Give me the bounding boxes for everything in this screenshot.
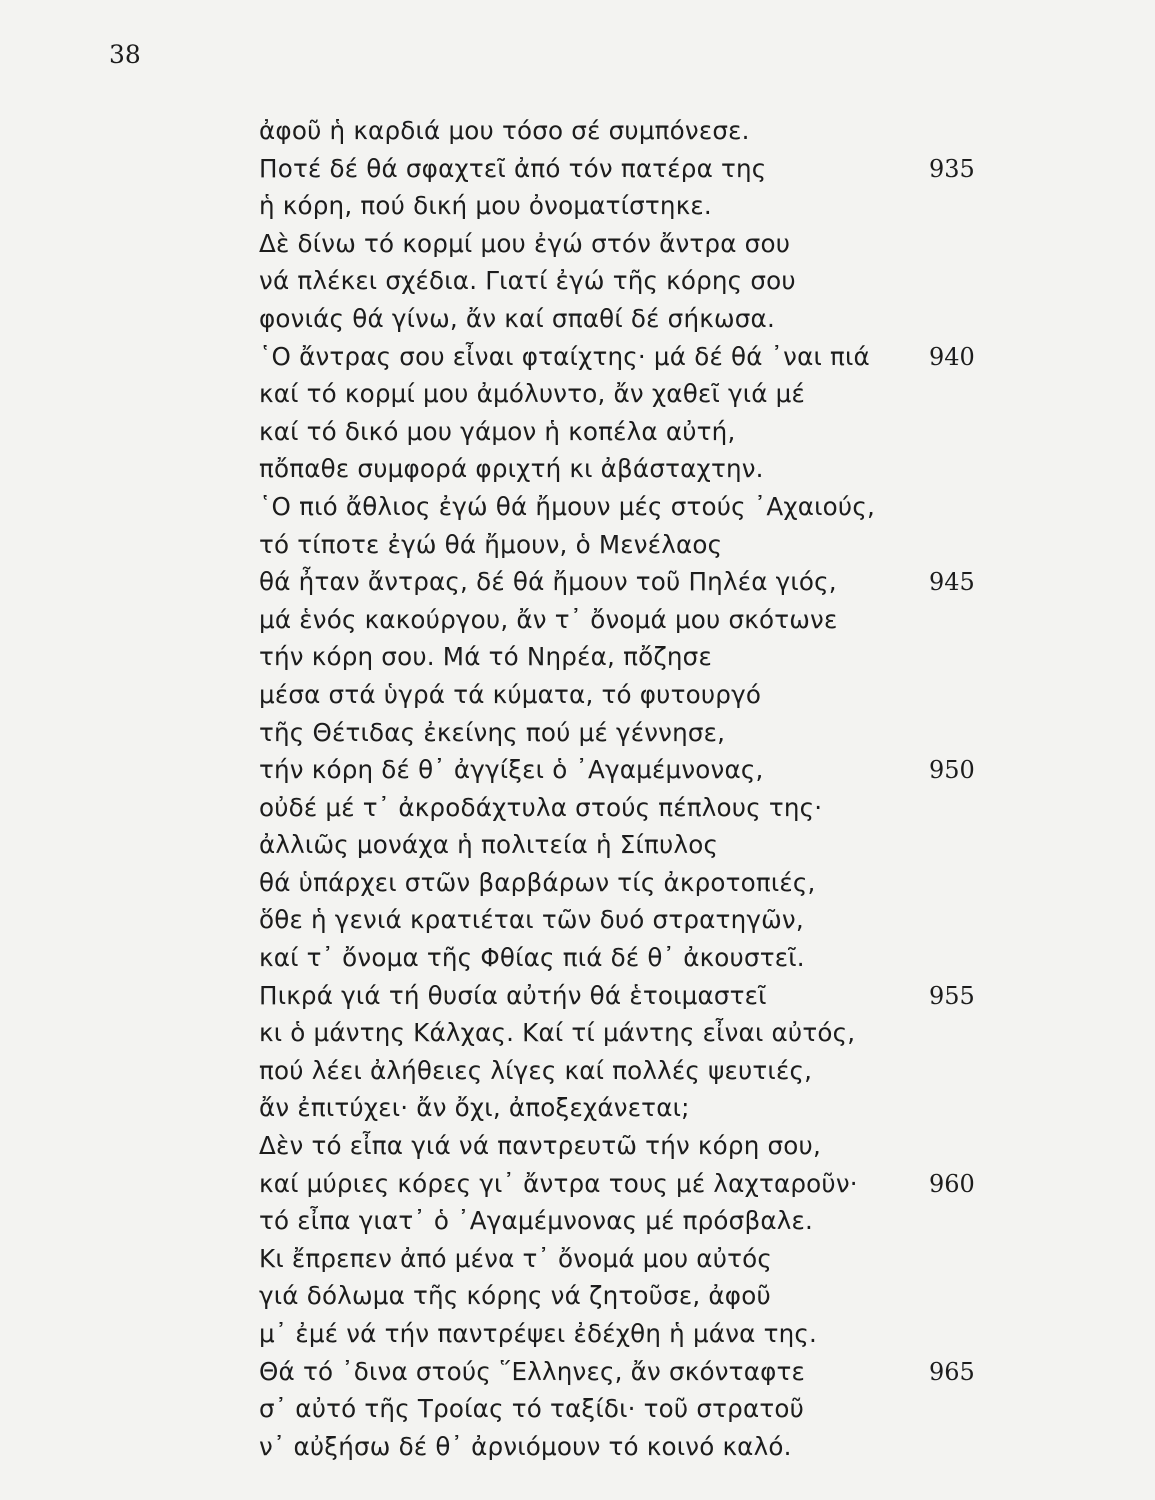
line-number: 965 (929, 1357, 975, 1386)
verse-line: Πικρά γιά τή θυσία αὐτήν θά ἑτοιμαστεῖ (259, 980, 767, 1010)
verse-line: καί τό δικό μου γάμον ἡ κοπέλα αὐτή, (259, 416, 736, 446)
verse-line: πού λέει ἀλήθειες λίγες καί πολλές ψευτιές, (259, 1055, 813, 1085)
verse-line: πὄπαθε συμφορά φριχτή κι ἀβάσταχτην. (259, 454, 764, 484)
verse-line: ἡ κόρη, πού δική μου ὀνοματίστηκε. (259, 191, 712, 221)
verse-line: οὐδέ μέ τ᾿ ἀκροδάχτυλα στούς πέπλους της· (259, 792, 823, 822)
verse-line: τήν κόρη δέ θ᾿ ἀγγίξει ὁ ᾿Αγαμέμνονας, (259, 755, 764, 785)
poem-text (259, 112, 899, 1465)
line-number: 950 (929, 756, 975, 785)
verse-line: Δὲν τό εἶπα γιά νά παντρευτῶ τήν κόρη σου, (259, 1131, 821, 1161)
verse-line: νά πλέκει σχέδια. Γιατί ἐγώ τῆς κόρης σου (259, 266, 796, 296)
verse-line: Δὲ δίνω τό κορμί μου ἐγώ στόν ἄντρα σου (259, 228, 791, 258)
verse-line: γιά δόλωμα τῆς κόρης νά ζητοῦσε, ἀφοῦ (259, 1281, 771, 1311)
verse-line: τῆς Θέτιδας ἐκείνης πού μέ γέννησε, (259, 717, 726, 747)
verse-line: μά ἑνός κακούργου, ἄν τ᾿ ὄνομά μου σκότωνε (259, 604, 838, 634)
verse-line: τό τίποτε ἐγώ θά ἤμουν, ὁ Μενέλαος (259, 529, 723, 559)
verse-line: τήν κόρη σου. Μά τό Νηρέα, πὄζησε (259, 642, 712, 672)
verse-line: φονιάς θά γίνω, ἄν καί σπαθί δέ σήκωσα. (259, 303, 775, 333)
verse-line: θά ἦταν ἄντρας, δέ θά ἤμουν τοῦ Πηλέα γιός, (259, 567, 837, 597)
verse-line: τό εἶπα γιατ᾿ ὁ ᾿Αγαμέμνονας μέ πρόσβαλε. (259, 1206, 814, 1236)
verse-line: ν᾿ αὐξήσω δέ θ᾿ ἀρνιόμουν τό κοινό καλό. (259, 1431, 792, 1461)
verse-line: ἀφοῦ ἡ καρδιά μου τόσο σέ συμπόνεσε. (259, 116, 750, 145)
verse-line: Ποτέ δέ θά σφαχτεῖ ἀπό τόν πατέρα της (259, 153, 767, 183)
line-number: 945 (929, 568, 975, 597)
line-number: 940 (929, 342, 975, 371)
verse-line: ἀλλιῶς μονάχα ἡ πολιτεία ἡ Σίπυλος (259, 830, 719, 860)
page-number: 38 (109, 40, 141, 69)
verse-line: Θά τό ᾿δινα στούς ῞Ελληνες, ἄν σκόνταφτε (259, 1356, 806, 1386)
verse-line: μ᾿ ἐμέ νά τήν παντρέψει ἐδέχθη ἡ μάνα της. (259, 1319, 818, 1348)
verse-line: ῾Ο ἄντρας σου εἶναι φταίχτης· μά δέ θά ᾿ναι πιά (259, 341, 870, 371)
line-number: 955 (929, 981, 975, 1010)
line-number: 935 (929, 154, 975, 183)
verse-line: θά ὑπάρχει στῶν βαρβάρων τίς ἀκροτοπιές, (259, 867, 816, 897)
verse-line: καί τ᾿ ὄνομα τῆς Φθίας πιά δέ θ᾿ ἀκουστεῖ. (259, 943, 805, 973)
verse-line: ὅθε ἡ γενιά κρατιέται τῶν δυό στρατηγῶν, (259, 905, 804, 935)
verse-line: Κι ἔπρεπεν ἀπό μένα τ᾿ ὄνομά μου αὐτός (259, 1243, 773, 1273)
verse-line: ῾Ο πιό ἄθλιος ἐγώ θά ἤμουν μές στούς ᾿Αχαιούς, (259, 491, 876, 521)
verse-line: ἄν ἐπιτύχει· ἄν ὄχι, ἀποξεχάνεται; (259, 1093, 690, 1123)
verse-line: καί τό κορμί μου ἀμόλυντο, ἄν χαθεῖ γιά μέ (259, 379, 806, 409)
verse-line: σ᾿ αὐτό τῆς Τροίας τό ταξίδι· τοῦ στρατοῦ (259, 1394, 805, 1424)
verse-line: καί μύριες κόρες γι᾿ ἄντρα τους μέ λαχταροῦν· (259, 1168, 858, 1198)
line-number: 960 (929, 1169, 975, 1198)
verse-line: μέσα στά ὑγρά τά κύματα, τό φυτουργό (259, 679, 762, 709)
verse-line: κι ὁ μάντης Κάλχας. Καί τί μάντης εἶναι αὐτός, (259, 1018, 856, 1048)
